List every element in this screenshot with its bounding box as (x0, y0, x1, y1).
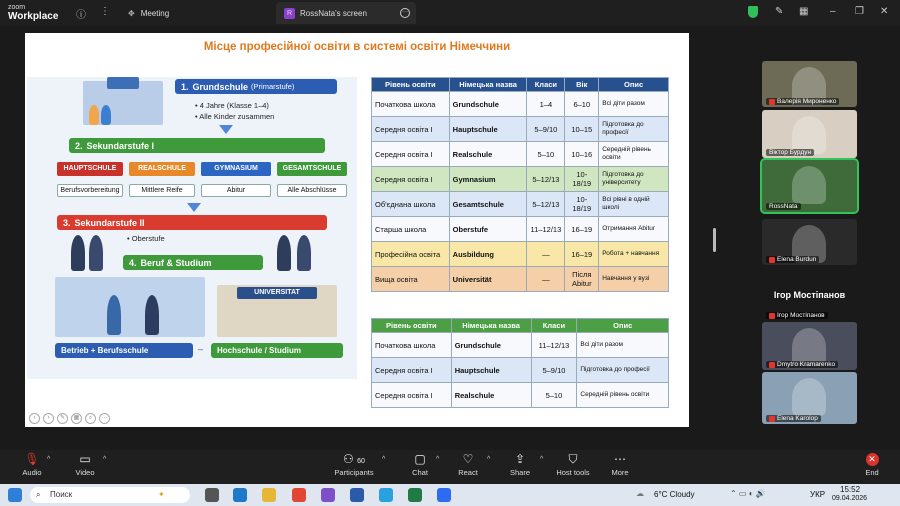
table-cell: Grundschule (451, 333, 531, 358)
table-row (372, 358, 669, 383)
table-row (372, 333, 669, 358)
table-row (372, 267, 669, 292)
gesamtschule-label: Alle Abschlüsse (277, 184, 347, 197)
more-options-icon[interactable]: ··· (400, 8, 410, 18)
bullet-item: • Alle Kinder zusammen (195, 112, 275, 121)
participant-tile[interactable] (762, 110, 857, 158)
participant-name-text: Dmytro Kramarenko (777, 361, 836, 368)
step-number: 4. (129, 257, 137, 268)
participant-name-text: Elena Karolop (777, 415, 818, 422)
participant-tile[interactable] (762, 61, 857, 107)
prev-slide-icon[interactable]: ‹ (29, 413, 40, 424)
table-cell: 5–10 (531, 383, 577, 408)
table-cell: 5–10 (527, 142, 565, 167)
participant-video (792, 166, 826, 204)
table-cell: Oberstufe (449, 217, 527, 242)
title-bar (0, 0, 900, 26)
participant-video (792, 378, 826, 416)
graduate-figure (89, 235, 103, 271)
react-label: React (458, 468, 478, 477)
end-call-icon: ✕ (866, 453, 879, 466)
participant-name (766, 312, 828, 319)
audio-button[interactable] (20, 453, 44, 477)
table-row (372, 142, 669, 167)
tray-icons[interactable]: ⌃ ▭ ◐ 🔊 (730, 489, 766, 498)
hauptschule-roof: HAUPTSCHULE (57, 162, 123, 176)
language-indicator[interactable]: УКР (810, 490, 826, 499)
table-cell: Всі діти разом (577, 333, 669, 358)
end-label: End (865, 468, 879, 477)
table-cell: 10–16 (565, 142, 599, 167)
step-label: Beruf & Studium (140, 257, 212, 268)
table-header: Класи (527, 78, 565, 92)
more-button[interactable] (608, 453, 632, 477)
table-cell: Ausbildung (449, 242, 527, 267)
tab-meeting[interactable] (120, 2, 270, 24)
table-cell: Середня освіта I (372, 117, 450, 142)
bottom-right-label: Hochschule / Studium (211, 343, 343, 358)
restore-icon[interactable]: ❐ (855, 6, 864, 17)
participant-name-text: Ігор Мостіпанов (777, 312, 825, 319)
chat-options-caret[interactable]: ^ (436, 456, 440, 463)
gesamtschule-roof: GESAMTSCHULE (277, 162, 347, 176)
view-icon[interactable]: ▦ (799, 6, 809, 17)
table-cell: Робота + навчання (599, 242, 669, 267)
security-shield-icon[interactable] (748, 6, 758, 18)
table-cell: Підготовка до професії (599, 117, 669, 142)
end-button[interactable] (860, 453, 884, 477)
table-header: Німецька назва (449, 78, 527, 92)
edge-icon[interactable] (233, 488, 247, 502)
table-header: Рівень освіти (372, 78, 450, 92)
table-row (372, 217, 669, 242)
mic-muted-icon (769, 257, 775, 263)
shared-screen (25, 33, 689, 427)
step-label: Sekundarstufe I (86, 140, 155, 151)
table-row (372, 167, 669, 192)
step-number: 1. (181, 81, 189, 92)
bottom-dash: – (198, 344, 204, 354)
mic-muted-icon (769, 313, 775, 319)
table-cell: 11–12/13 (531, 333, 577, 358)
table-cell: Вища освіта (372, 267, 450, 292)
table-cell: Підготовка до професії (577, 358, 669, 383)
participant-tile[interactable] (762, 372, 857, 424)
participants-icon: ⚇ 60 (343, 452, 365, 466)
realschule-label: Mittlere Reife (129, 184, 195, 197)
table-cell: 5–9/10 (527, 117, 565, 142)
graduate-figure (277, 235, 291, 271)
workshop-scene (55, 277, 205, 337)
video-button[interactable] (73, 453, 97, 477)
table-cell: Середня освіта I (372, 358, 452, 383)
panel-collapse-handle[interactable] (713, 228, 716, 252)
table-cell: Hauptschule (451, 358, 531, 383)
share-screen-icon: ⇪ (514, 452, 526, 466)
hauptschule-label: Berufsvorbereitung (57, 184, 123, 197)
chat-label: Chat (412, 468, 428, 477)
table-cell: 5–12/13 (527, 167, 565, 192)
excel-icon[interactable] (408, 488, 422, 502)
child-figure (101, 105, 111, 125)
step-number: 3. (63, 217, 71, 228)
down-arrow-icon (219, 125, 233, 134)
education-table-2 (371, 318, 669, 408)
viber-icon[interactable] (321, 488, 335, 502)
bullet-item: • 4 Jahre (Klasse 1–4) (195, 101, 269, 110)
annotate-icon[interactable]: ✎ (775, 6, 784, 17)
heart-icon: ♡ (462, 452, 474, 466)
mic-muted-icon (769, 362, 775, 368)
table-cell: Realschule (451, 383, 531, 408)
table-header: Опис (599, 78, 669, 92)
participant-tile[interactable] (762, 307, 857, 321)
mic-muted-icon (769, 99, 775, 105)
meeting-toolbar (0, 450, 900, 484)
participant-tile[interactable] (762, 160, 857, 212)
table-header: Класи (531, 319, 577, 333)
participants-button[interactable] (334, 453, 374, 477)
shield-icon: ⛉ (568, 452, 578, 466)
table-row (372, 242, 669, 267)
table-cell: Середній рівень освіти (577, 383, 669, 408)
more-dots-icon: ⋯ (614, 452, 626, 466)
table-cell: Gymnasium (449, 167, 527, 192)
tab-meeting-label: Meeting (140, 8, 170, 18)
host-tools-button[interactable] (556, 453, 590, 477)
search-placeholder: Поиск (50, 490, 73, 499)
chrome-icon[interactable] (292, 488, 306, 502)
participant-tile[interactable] (762, 322, 857, 370)
grid-icon[interactable]: ▦ (71, 413, 82, 424)
participants-options-caret[interactable]: ^ (382, 456, 386, 463)
table-cell: 1–4 (527, 92, 565, 117)
share-options-caret[interactable]: ^ (540, 456, 544, 463)
table-header-row (372, 78, 669, 92)
table-cell: Підготовка до університету (599, 167, 669, 192)
table-cell: Grundschule (449, 92, 527, 117)
gymnasium-label: Abitur (201, 184, 271, 197)
table-cell: Після Abitur (565, 267, 599, 292)
table-cell: 10-18/19 (565, 192, 599, 217)
step-number: 2. (75, 140, 83, 151)
table-cell: 16–19 (565, 217, 599, 242)
next-slide-icon[interactable]: › (43, 413, 54, 424)
graduate-figure (297, 235, 311, 271)
slide-title: Місце професійної освіти в системі освіти Німеччини (203, 41, 511, 53)
table-cell: 5–12/13 (527, 192, 565, 217)
worker-figure (145, 295, 159, 335)
step-sub: (Primarstufe) (251, 82, 295, 91)
table-cell: 5–9/10 (531, 358, 577, 383)
participant-tile[interactable] (762, 219, 857, 265)
table-row (372, 92, 669, 117)
chat-button[interactable] (408, 453, 432, 477)
step-grundschule (175, 79, 337, 94)
tab-share-label: RossNata's screen (300, 8, 367, 18)
video-options-caret[interactable]: ^ (103, 456, 107, 463)
participant-name (766, 415, 821, 422)
participant-name (766, 149, 814, 156)
video-label: Video (75, 468, 95, 477)
participant-name (766, 98, 839, 105)
chat-icon: ▢ (414, 452, 426, 466)
mic-muted-icon (769, 416, 775, 422)
table-row (372, 117, 669, 142)
step-beruf-studium (123, 255, 263, 270)
participant-name-text: Валерія Мироненко (777, 98, 837, 105)
task-view-icon[interactable] (205, 488, 219, 502)
table-header: Опис (577, 319, 669, 333)
table-cell: Gesamtschule (449, 192, 527, 217)
brand-bottom: Workplace (8, 11, 59, 22)
zoom-taskbar-icon[interactable] (437, 488, 451, 502)
table-header: Вік (565, 78, 599, 92)
featured-participant-name: Ігор Мостіпанов (773, 290, 846, 300)
table-cell: 10-18/19 (565, 167, 599, 192)
clock-date[interactable]: 09.04.2026 (832, 495, 868, 502)
share-label: Share (509, 468, 530, 477)
step-sekundarstufe-2 (57, 215, 327, 230)
step-sekundarstufe-1 (69, 138, 325, 153)
settings-icon[interactable]: ⋮ (100, 6, 110, 17)
participant-name (766, 256, 819, 263)
child-figure (89, 105, 99, 125)
share-button[interactable] (508, 453, 532, 477)
participant-name-text: RossNata (769, 203, 798, 210)
table-cell: 10–15 (565, 117, 599, 142)
step-label: Grundschule (192, 81, 249, 92)
table-cell: 6–10 (565, 92, 599, 117)
more-icon[interactable]: ··· (99, 413, 110, 424)
audio-label: Audio (22, 468, 42, 477)
brand-top: zoom (8, 4, 26, 11)
mic-muted-icon: 🎙︎ (24, 452, 40, 466)
weather-icon: ☁ (636, 489, 644, 498)
worker-figure (107, 295, 121, 335)
table-cell: Професійна освіта (372, 242, 450, 267)
table-header: Рівень освіти (372, 319, 452, 333)
react-options-caret[interactable]: ^ (487, 456, 491, 463)
file-explorer-icon[interactable] (262, 488, 276, 502)
participants-label: Participants (334, 468, 374, 477)
participant-name-text: Віктор Бурдун (769, 149, 812, 156)
meeting-icon: ✥ (128, 8, 135, 18)
table-cell: Навчання у вузі (599, 267, 669, 292)
telegram-icon[interactable] (379, 488, 393, 502)
participant-name-text: Elena Burdun (777, 256, 817, 263)
realschule-roof: REALSCHULE (129, 162, 195, 176)
table-cell: Старша школа (372, 217, 450, 242)
copilot-sparkle-icon: ✦ (158, 490, 165, 499)
zoom-icon[interactable]: ⌕ (85, 413, 96, 424)
close-icon[interactable]: ✕ (880, 6, 889, 17)
windows-taskbar (0, 484, 900, 506)
video-camera-icon: ▭ (79, 452, 91, 466)
bottom-left-label: Betrieb + Berufsschule (55, 343, 193, 358)
step-label: Sekundarstufe II (74, 217, 145, 228)
participant-name (766, 361, 838, 368)
tab-shared-screen[interactable] (276, 2, 416, 24)
down-arrow-icon (187, 203, 201, 212)
word-icon[interactable] (350, 488, 364, 502)
slide-controls (29, 413, 110, 424)
education-diagram (27, 77, 357, 379)
audio-options-caret[interactable]: ^ (47, 456, 51, 463)
table-cell: Середній рівень освіти (599, 142, 669, 167)
table-cell: — (527, 267, 565, 292)
table-cell: Початкова школа (372, 333, 452, 358)
table-cell: 16–19 (565, 242, 599, 267)
bullet-item: • Oberstufe (127, 234, 165, 243)
table-cell: Середня освіта I (372, 142, 450, 167)
gymnasium-roof: GYMNASIUM (201, 162, 271, 176)
university-sign: UNIVERSITAT (237, 287, 317, 299)
table-header-row (372, 319, 669, 333)
table-cell: Всі рівні в одній школі (599, 192, 669, 217)
table-cell: Всі діти разом (599, 92, 669, 117)
search-icon: ⌕ (36, 490, 41, 499)
participant-name (766, 203, 801, 210)
pen-icon[interactable]: ✎ (57, 413, 68, 424)
host-tools-label: Host tools (556, 468, 590, 477)
education-table-1 (371, 77, 669, 292)
react-button[interactable] (456, 453, 480, 477)
table-cell: Universität (449, 267, 527, 292)
table-cell: Початкова школа (372, 92, 450, 117)
table-cell: Середня освіта I (372, 167, 450, 192)
table-cell: Отримання Abitur (599, 217, 669, 242)
clock-time[interactable]: 15:52 (840, 485, 861, 494)
table-header: Німецька назва (451, 319, 531, 333)
table-cell: Середня освіта I (372, 383, 452, 408)
minimize-icon[interactable]: – (830, 6, 836, 17)
table-cell: Realschule (449, 142, 527, 167)
info-icon[interactable]: ⓘ (76, 10, 86, 21)
table-cell: Об'єднана школа (372, 192, 450, 217)
table-cell: Hauptschule (449, 117, 527, 142)
table-row (372, 192, 669, 217)
zoom-logo (8, 3, 58, 21)
taskbar-search[interactable] (30, 487, 190, 503)
table-cell: 11–12/13 (527, 217, 565, 242)
windows-start-icon[interactable] (8, 488, 22, 502)
participants-count: 60 (357, 458, 365, 465)
table-row (372, 383, 669, 408)
more-label: More (611, 468, 629, 477)
presenter-badge: R (284, 8, 295, 19)
table-cell: — (527, 242, 565, 267)
weather-text[interactable]: 6°C Cloudy (654, 490, 695, 499)
graduate-figure (71, 235, 85, 271)
school-roof (107, 77, 139, 89)
